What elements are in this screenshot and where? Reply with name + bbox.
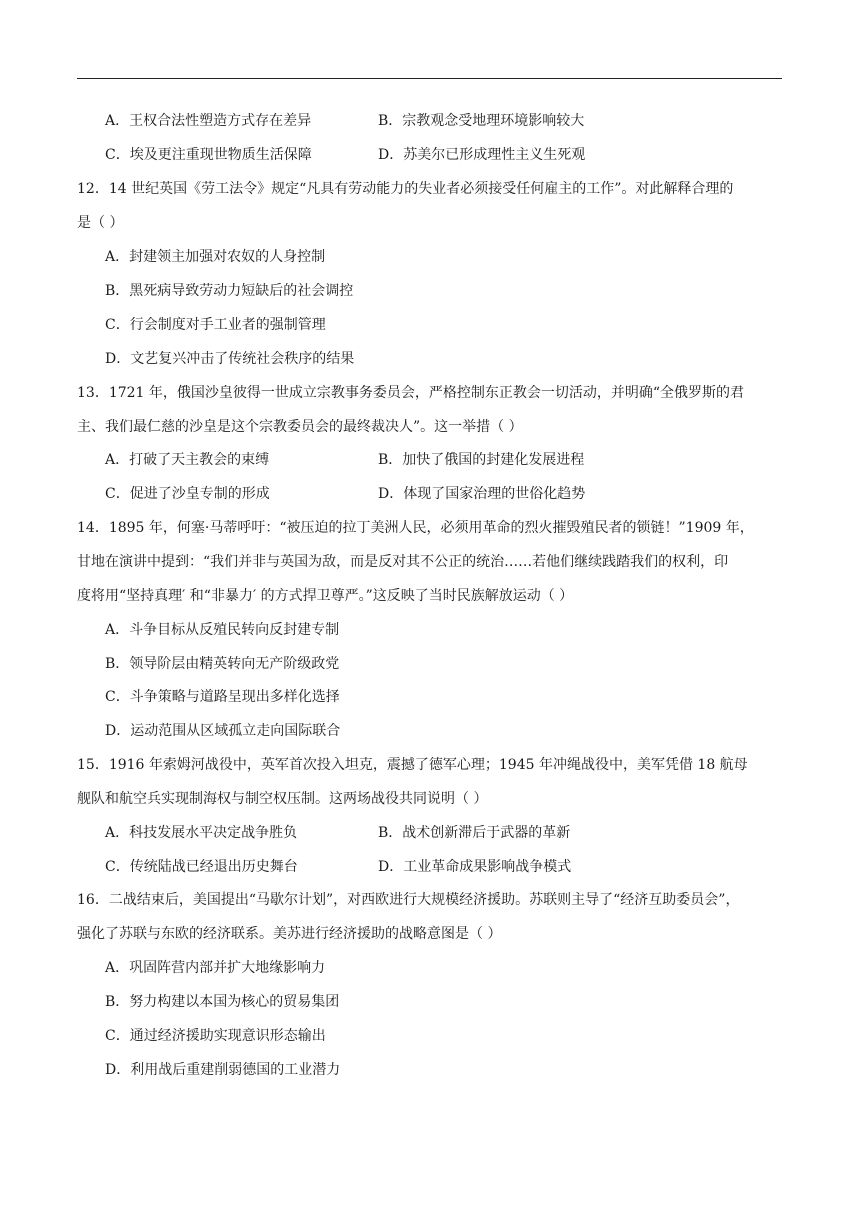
q14-stem-line2: 甘地在演讲中提到：“我们并非与英国为敌，而是反对其不公正的统治……若他们继续践踏我们的权利，印 [77, 554, 729, 570]
q14-option-a[interactable]: A．斗争目标从反殖民转向反封建专制 [105, 622, 340, 638]
q15-stem-line2: 舰队和航空兵实现制海权与制空权压制。这两场战役共同说明（ ） [77, 791, 488, 807]
q11-option-b[interactable]: B．宗教观念受地理环境影响较大 [378, 113, 585, 129]
q16-stem-line1: 16．二战结束后，美国提出“马歇尔计划”，对西欧进行大规模经济援助。苏联则主导了“经济互助委员会”， [77, 892, 740, 908]
q14-option-b[interactable]: B．领导阶层由精英转向无产阶级政党 [105, 656, 340, 672]
q14-option-d[interactable]: D．运动范围从区域孤立走向国际联合 [105, 723, 341, 739]
q11-option-d[interactable]: D．苏美尔已形成理性主义生死观 [378, 147, 586, 163]
q15-option-a[interactable]: A．科技发展水平决定战争胜负 [105, 825, 298, 841]
q12-option-a[interactable]: A．封建领主加强对农奴的人身控制 [105, 249, 326, 265]
q13-option-d[interactable]: D．体现了国家治理的世俗化趋势 [378, 486, 586, 502]
q15-stem-line1: 15．1916 年索姆河战役中，英军首次投入坦克，震撼了德军心理；1945 年冲绳战役中，美军凭借 18 航母 [77, 757, 748, 773]
q13-stem-line1: 13．1721 年，俄国沙皇彼得一世成立宗教事务委员会，严格控制东正教会一切活动，并明确“全俄罗斯的君 [77, 385, 745, 401]
q15-option-c[interactable]: C．传统陆战已经退出历史舞台 [105, 859, 298, 875]
q14-stem-line1: 14．1895 年，何塞·马蒂呼吁：“被压迫的拉丁美洲人民，必须用革命的烈火摧毁殖民者的锁链！”1909 年， [77, 520, 754, 536]
q12-stem-line1: 12．14 世纪英国《劳工法令》规定“凡具有劳动能力的失业者必须接受任何雇主的工作”。对此解释合理的 [77, 181, 734, 197]
q14-stem-line3: 度将用“坚持真理′ 和“非暴力′ 的方式捍卫尊严。”这反映了当时民族解放运动（ ） [77, 588, 574, 604]
q16-option-b[interactable]: B．努力构建以本国为核心的贸易集团 [105, 994, 340, 1010]
q12-option-b[interactable]: B．黑死病导致劳动力短缺后的社会调控 [105, 283, 354, 299]
q16-stem-line2: 强化了苏联与东欧的经济联系。美苏进行经济援助的战略意图是（ ） [77, 926, 502, 942]
q15-option-b[interactable]: B．战术创新滞后于武器的革新 [378, 825, 571, 841]
q12-stem-line2: 是（ ） [77, 215, 124, 231]
q16-option-c[interactable]: C．通过经济援助实现意识形态输出 [105, 1028, 326, 1044]
q13-stem-line2: 主、我们最仁慈的沙皇是这个宗教委员会的最终裁决人”。这一举措（ ） [77, 419, 523, 435]
header-rule [77, 78, 782, 79]
q13-option-a[interactable]: A．打破了天主教会的束缚 [105, 452, 270, 468]
q13-option-c[interactable]: C．促进了沙皇专制的形成 [105, 486, 270, 502]
q14-option-c[interactable]: C．斗争策略与道路呈现出多样化选择 [105, 689, 340, 705]
q16-option-d[interactable]: D．利用战后重建削弱德国的工业潜力 [105, 1062, 341, 1078]
q13-option-b[interactable]: B．加快了俄国的封建化发展进程 [378, 452, 585, 468]
q15-option-d[interactable]: D．工业革命成果影响战争模式 [378, 859, 572, 875]
q11-option-a[interactable]: A．王权合法性塑造方式存在差异 [105, 113, 312, 129]
q12-option-d[interactable]: D．文艺复兴冲击了传统社会秩序的结果 [105, 351, 355, 367]
q11-option-c[interactable]: C．埃及更注重现世物质生活保障 [105, 147, 312, 163]
q12-option-c[interactable]: C．行会制度对手工业者的强制管理 [105, 317, 326, 333]
q16-option-a[interactable]: A．巩固阵营内部并扩大地缘影响力 [105, 960, 326, 976]
